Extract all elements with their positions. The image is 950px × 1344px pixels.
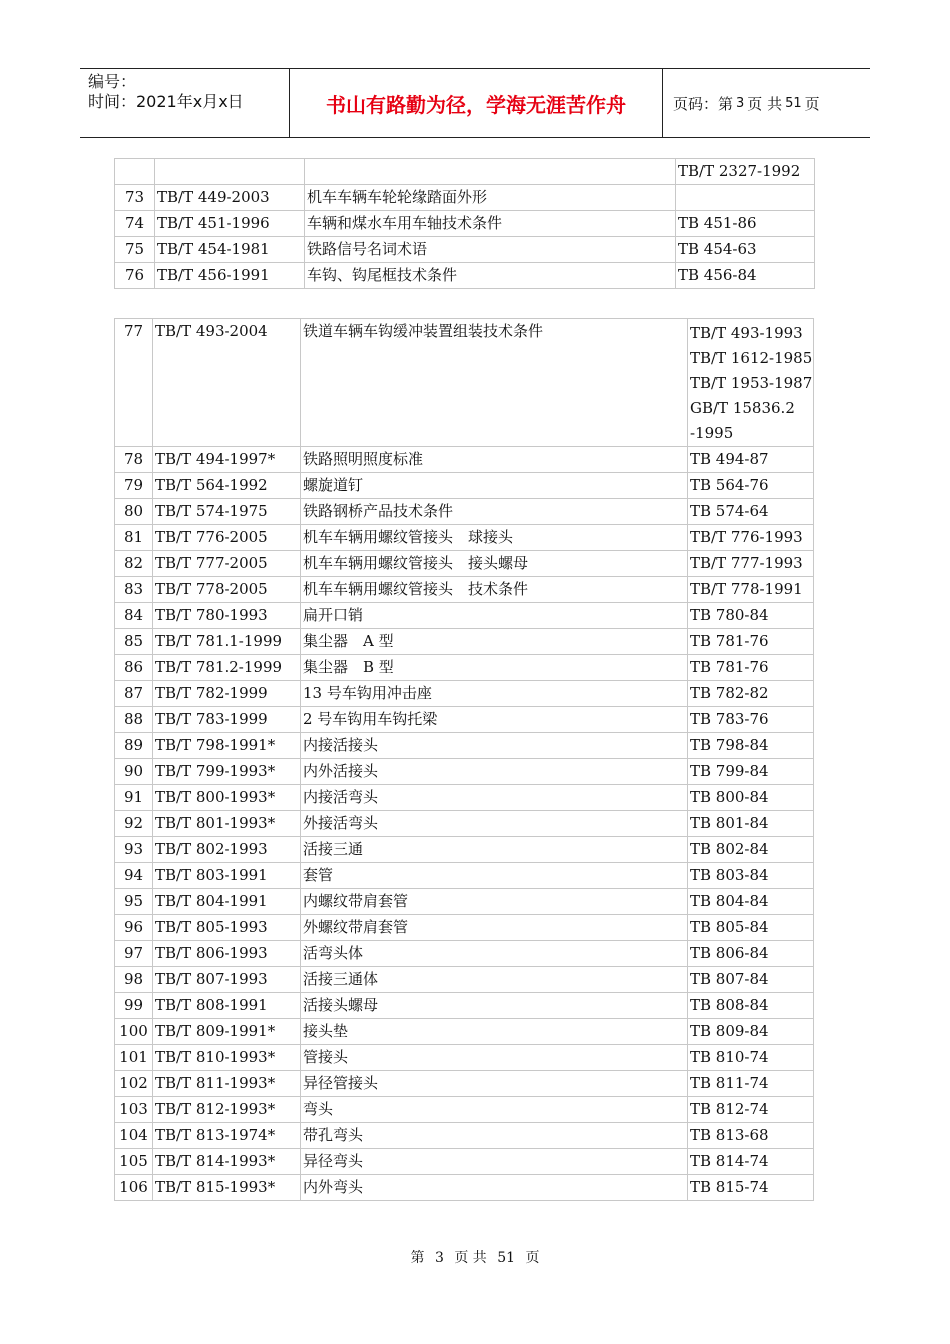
page-number: 3	[736, 95, 745, 111]
replaced-standard: TB 564-76	[688, 473, 814, 499]
row-number: 78	[115, 447, 153, 473]
standard-name: 异径管接头	[301, 1071, 688, 1097]
standard-name: 管接头	[301, 1045, 688, 1071]
replaced-standard: TB 494-87	[688, 447, 814, 473]
standard-name: 活接头螺母	[301, 993, 688, 1019]
header-meta	[80, 69, 290, 137]
replaced-standard: TB 781-76	[688, 655, 814, 681]
replaced-standard: TB 802-84	[688, 837, 814, 863]
row-number: 106	[115, 1175, 153, 1201]
replaced-standard: TB 814-74	[688, 1149, 814, 1175]
standard-name: 外螺纹带肩套管	[301, 915, 688, 941]
table-row	[115, 1019, 814, 1045]
standard-name: 铁道车辆车钩缓冲装置组装技术条件	[301, 319, 688, 447]
row-number: 81	[115, 525, 153, 551]
replaced-standard: TB 815-74	[688, 1175, 814, 1201]
row-number: 98	[115, 967, 153, 993]
row-number: 79	[115, 473, 153, 499]
table-row	[115, 525, 814, 551]
row-number: 73	[115, 185, 155, 211]
row-number: 100	[115, 1019, 153, 1045]
row-number: 76	[115, 263, 155, 289]
row-number: 89	[115, 733, 153, 759]
table-row	[115, 577, 814, 603]
standard-code: TB/T 806-1993	[153, 941, 301, 967]
replaced-standard: TB/T 493-1993	[690, 324, 803, 342]
table-row	[115, 629, 814, 655]
row-number: 74	[115, 211, 155, 237]
replaced-standard: TB 451-86	[676, 211, 815, 237]
code-label: 编号：	[88, 72, 137, 91]
table-row	[115, 681, 814, 707]
standard-code: TB/T 804-1991	[153, 889, 301, 915]
row-number: 101	[115, 1045, 153, 1071]
table-row	[115, 915, 814, 941]
standard-name: 铁路信号名词术语	[305, 237, 676, 263]
table-row	[115, 837, 814, 863]
replaced-standard: TB/T 776-1993	[688, 525, 814, 551]
table-row	[115, 159, 815, 185]
standard-code: TB/T 809-1991*	[153, 1019, 301, 1045]
replaced-standard: TB 809-84	[688, 1019, 814, 1045]
page-total: 51	[785, 95, 802, 111]
standard-code: TB/T 451-1996	[155, 211, 305, 237]
row-number	[115, 159, 155, 185]
table-row	[115, 263, 815, 289]
table-row	[115, 603, 814, 629]
standard-name	[305, 159, 676, 185]
standard-name: 车钩、钩尾框技术条件	[305, 263, 676, 289]
time-label: 时间：2021年x月x日	[88, 92, 244, 111]
standard-name: 集尘器 B 型	[301, 655, 688, 681]
standard-code: TB/T 808-1991	[153, 993, 301, 1019]
table-row	[115, 1149, 814, 1175]
replaced-standard: TB 803-84	[688, 863, 814, 889]
row-number: 103	[115, 1097, 153, 1123]
standard-code: TB/T 780-1993	[153, 603, 301, 629]
row-number: 82	[115, 551, 153, 577]
table-row	[115, 785, 814, 811]
table-row	[115, 1097, 814, 1123]
standard-code: TB/T 802-1993	[153, 837, 301, 863]
standard-code: TB/T 781.2-1999	[153, 655, 301, 681]
row-number: 96	[115, 915, 153, 941]
replaced-standard: TB 782-82	[688, 681, 814, 707]
replaced-standard: TB 456-84	[676, 263, 815, 289]
standard-name: 弯头	[301, 1097, 688, 1123]
replaced-standard: TB/T 1612-1985	[690, 349, 813, 367]
table-row	[115, 499, 814, 525]
row-number: 87	[115, 681, 153, 707]
header-page-info	[663, 69, 870, 137]
table-row	[115, 655, 814, 681]
standard-name: 螺旋道钉	[301, 473, 688, 499]
row-number: 75	[115, 237, 155, 263]
standard-code: TB/T 815-1993*	[153, 1175, 301, 1201]
row-number: 86	[115, 655, 153, 681]
row-number: 77	[115, 319, 153, 447]
standard-code: TB/T 803-1991	[153, 863, 301, 889]
replaced-standard: TB 454-63	[676, 237, 815, 263]
table-row	[115, 237, 815, 263]
standard-code: TB/T 799-1993*	[153, 759, 301, 785]
standard-code: TB/T 494-1997*	[153, 447, 301, 473]
table-row	[115, 707, 814, 733]
standard-code: TB/T 807-1993	[153, 967, 301, 993]
standard-code: TB/T 574-1975	[153, 499, 301, 525]
standard-name: 13 号车钩用冲击座	[301, 681, 688, 707]
footer-page-number: 3	[434, 1250, 444, 1266]
standard-name: 集尘器 A 型	[301, 629, 688, 655]
standard-name: 扁开口销	[301, 603, 688, 629]
replaced-standard: TB 811-74	[688, 1071, 814, 1097]
standard-name: 内外活接头	[301, 759, 688, 785]
replaced-standard: TB 800-84	[688, 785, 814, 811]
standard-code	[155, 159, 305, 185]
table-row	[115, 863, 814, 889]
table-row	[115, 551, 814, 577]
standard-name: 接头垫	[301, 1019, 688, 1045]
row-number: 83	[115, 577, 153, 603]
standard-code: TB/T 811-1993*	[153, 1071, 301, 1097]
standard-code: TB/T 456-1991	[155, 263, 305, 289]
standard-name: 车辆和煤水车用车轴技术条件	[305, 211, 676, 237]
footer-suffix: 页	[525, 1250, 540, 1266]
standard-code: TB/T 449-2003	[155, 185, 305, 211]
table-row	[115, 1045, 814, 1071]
row-number: 97	[115, 941, 153, 967]
replaced-standard: TB 812-74	[688, 1097, 814, 1123]
replaced-standard: TB 801-84	[688, 811, 814, 837]
row-number: 85	[115, 629, 153, 655]
standard-name: 外接活弯头	[301, 811, 688, 837]
standard-name: 机车车辆车轮轮缘踏面外形	[305, 185, 676, 211]
table-row	[115, 941, 814, 967]
replaced-standard: TB 783-76	[688, 707, 814, 733]
replaced-standard: TB 810-74	[688, 1045, 814, 1071]
replaced-standard: TB 805-84	[688, 915, 814, 941]
table-row	[115, 185, 815, 211]
standard-name: 活接三通体	[301, 967, 688, 993]
standard-name: 机车车辆用螺纹管接头 球接头	[301, 525, 688, 551]
standard-code: TB/T 801-1993*	[153, 811, 301, 837]
footer-page-total: 51	[497, 1250, 516, 1266]
page-mid: 页 共	[747, 94, 783, 113]
table-row	[115, 811, 814, 837]
standard-name: 活接三通	[301, 837, 688, 863]
replaced-standard: TB 799-84	[688, 759, 814, 785]
replaced-standard: GB/T 15836.2	[690, 399, 795, 417]
standard-code: TB/T 812-1993*	[153, 1097, 301, 1123]
standard-code: TB/T 813-1974*	[153, 1123, 301, 1149]
standard-code: TB/T 800-1993*	[153, 785, 301, 811]
row-number: 84	[115, 603, 153, 629]
row-number: 88	[115, 707, 153, 733]
standard-name: 2 号车钩用车钩托梁	[301, 707, 688, 733]
row-number: 102	[115, 1071, 153, 1097]
standard-code: TB/T 798-1991*	[153, 733, 301, 759]
footer-mid: 页 共	[454, 1250, 487, 1266]
row-number: 104	[115, 1123, 153, 1149]
row-number: 99	[115, 993, 153, 1019]
row-number: 91	[115, 785, 153, 811]
table-row	[115, 319, 814, 447]
table-row	[115, 1071, 814, 1097]
row-number: 94	[115, 863, 153, 889]
table-row	[115, 1123, 814, 1149]
table-row	[115, 733, 814, 759]
standard-code: TB/T 454-1981	[155, 237, 305, 263]
replaced-standard: TB/T 777-1993	[688, 551, 814, 577]
table-row	[115, 967, 814, 993]
table-row	[115, 211, 815, 237]
row-number: 95	[115, 889, 153, 915]
standard-name: 内外弯头	[301, 1175, 688, 1201]
standard-name: 铁路钢桥产品技术条件	[301, 499, 688, 525]
row-number: 90	[115, 759, 153, 785]
standard-name: 内螺纹带肩套管	[301, 889, 688, 915]
standard-name: 套管	[301, 863, 688, 889]
replaced-standard	[676, 185, 815, 211]
table-row	[115, 447, 814, 473]
replaced-standard: TB 806-84	[688, 941, 814, 967]
standard-code: TB/T 783-1999	[153, 707, 301, 733]
replaced-standard: TB/T 778-1991	[688, 577, 814, 603]
row-number: 80	[115, 499, 153, 525]
standard-name: 带孔弯头	[301, 1123, 688, 1149]
footer-prefix: 第	[410, 1250, 425, 1266]
replaced-standard: TB 813-68	[688, 1123, 814, 1149]
page-footer	[0, 1247, 950, 1267]
header-motto: 书山有路勤为径，学海无涯苦作舟	[290, 69, 663, 137]
page-suffix: 页	[804, 94, 820, 113]
standard-code: TB/T 805-1993	[153, 915, 301, 941]
replaced-standard: TB 574-64	[688, 499, 814, 525]
row-number: 92	[115, 811, 153, 837]
standard-name: 机车车辆用螺纹管接头 接头螺母	[301, 551, 688, 577]
table-row	[115, 889, 814, 915]
row-number: 93	[115, 837, 153, 863]
replaced-standard: -1995	[690, 424, 734, 442]
replaced-standard: TB/T 2327-1992	[676, 159, 815, 185]
standard-code: TB/T 814-1993*	[153, 1149, 301, 1175]
replaced-standard: TB 781-76	[688, 629, 814, 655]
table-row	[115, 473, 814, 499]
standards-table-top	[114, 158, 815, 289]
replaced-standards	[688, 319, 814, 447]
replaced-standard: TB 780-84	[688, 603, 814, 629]
standard-code: TB/T 493-2004	[153, 319, 301, 447]
replaced-standard: TB 804-84	[688, 889, 814, 915]
standard-code: TB/T 564-1992	[153, 473, 301, 499]
standard-name: 异径弯头	[301, 1149, 688, 1175]
standard-name: 铁路照明照度标准	[301, 447, 688, 473]
row-number: 105	[115, 1149, 153, 1175]
standard-code: TB/T 778-2005	[153, 577, 301, 603]
table-row	[115, 1175, 814, 1201]
replaced-standard: TB 798-84	[688, 733, 814, 759]
standard-code: TB/T 810-1993*	[153, 1045, 301, 1071]
standard-code: TB/T 782-1999	[153, 681, 301, 707]
standard-name: 内接活弯头	[301, 785, 688, 811]
standard-code: TB/T 776-2005	[153, 525, 301, 551]
replaced-standard: TB/T 1953-1987	[690, 374, 813, 392]
standard-name: 机车车辆用螺纹管接头 技术条件	[301, 577, 688, 603]
page-header	[80, 68, 870, 138]
page-prefix: 页码：第	[673, 94, 734, 113]
standard-name: 内接活接头	[301, 733, 688, 759]
standard-code: TB/T 777-2005	[153, 551, 301, 577]
replaced-standard: TB 808-84	[688, 993, 814, 1019]
standard-code: TB/T 781.1-1999	[153, 629, 301, 655]
replaced-standard: TB 807-84	[688, 967, 814, 993]
standard-name: 活弯头体	[301, 941, 688, 967]
table-row	[115, 759, 814, 785]
standards-table-main	[114, 318, 814, 1201]
table-row	[115, 993, 814, 1019]
